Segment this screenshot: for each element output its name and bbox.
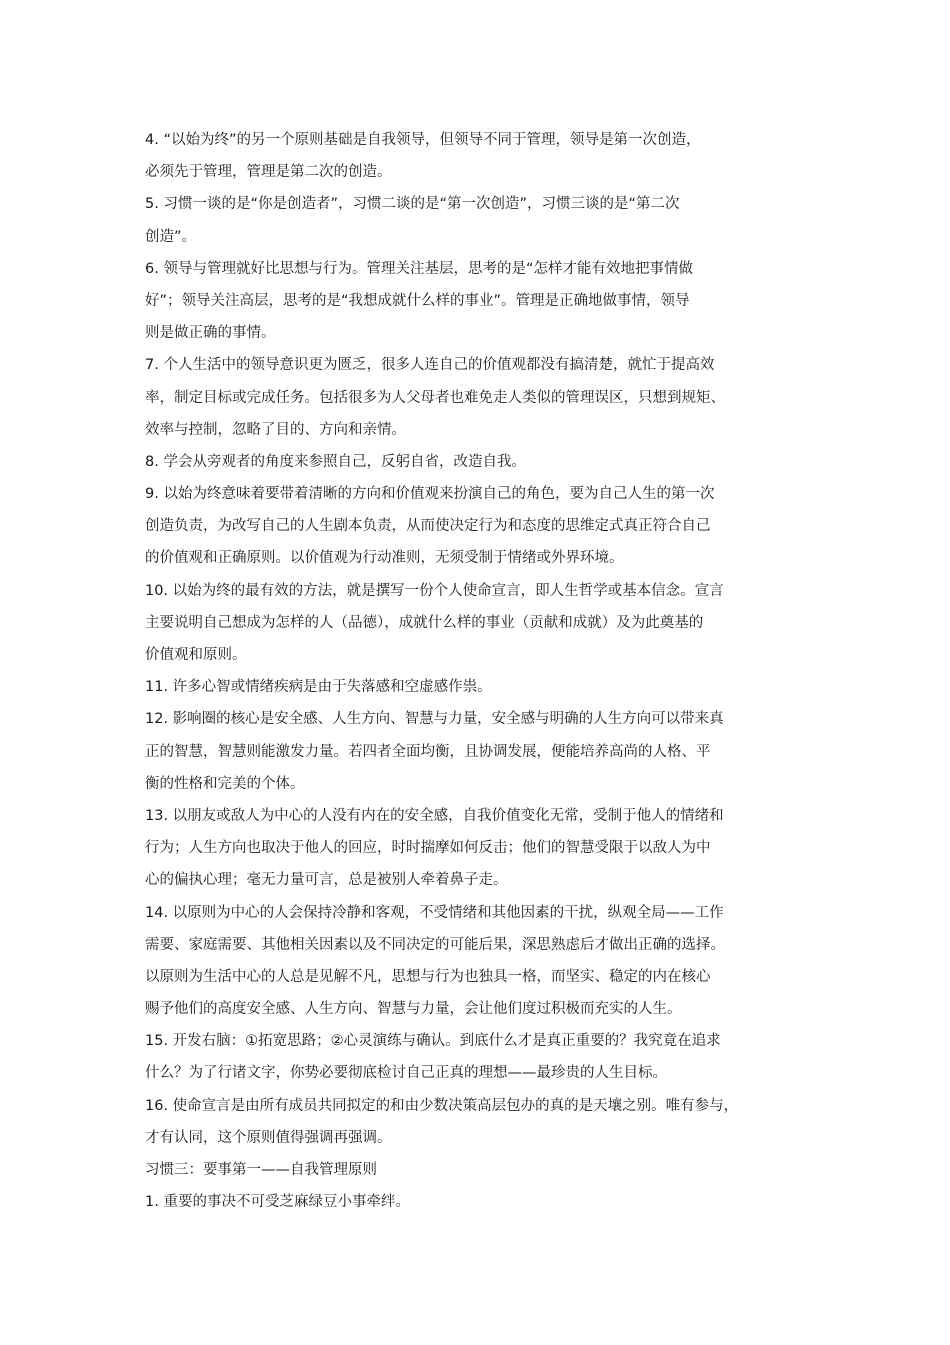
document-body bbox=[145, 124, 745, 1218]
text-line: 7. 个人生活中的领导意识更为匮乏，很多人连自己的价值观都没有搞清楚，就忙于提高效 bbox=[145, 357, 715, 374]
text-line: 才有认同，这个原则值得强调再强调。 bbox=[145, 1129, 392, 1146]
text-line: 8. 学会从旁观者的角度来参照自己，反躬自省，改造自我。 bbox=[145, 453, 526, 470]
text-line: 10. 以始为终的最有效的方法，就是撰写一份个人使命宣言，即人生哲学或基本信念。宣言 bbox=[145, 582, 724, 599]
text-line: 心的偏执心理；毫无力量可言，总是被别人牵着鼻子走。 bbox=[145, 872, 508, 889]
text-line: 4. “以始为终”的另一个原则基础是自我领导，但领导不同于管理，领导是第一次创造， bbox=[145, 132, 701, 148]
text-line: 11. 许多心智或情绪疾病是由于失落感和空虚感作祟。 bbox=[145, 679, 492, 696]
text-line: 好”；领导关注高层，思考的是“我想成就什么样的事业”。管理是正确地做事情，领导 bbox=[145, 292, 690, 309]
text-line: 率，制定目标或完成任务。包括很多为人父母者也难免走人类似的管理误区，只想到规矩、 bbox=[145, 389, 725, 406]
text-line: 正的智慧，智慧则能激发力量。若四者全面均衡，且协调发展，便能培养高尚的人格、平 bbox=[145, 743, 711, 760]
text-line: 5. 习惯一谈的是“你是创造者”，习惯二谈的是“第一次创造”，习惯三谈的是“第二次 bbox=[145, 196, 680, 213]
text-line: 效率与控制，忽略了目的、方向和亲情。 bbox=[145, 421, 406, 438]
text-line: 1. 重要的事决不可受芝麻绿豆小事牵绊。 bbox=[145, 1194, 410, 1211]
text-line: 必须先于管理，管理是第二次的创造。 bbox=[145, 164, 392, 181]
text-line: 12. 影响圈的核心是安全感、人生方向、智慧与力量，安全感与明确的人生方向可以带来真 bbox=[145, 711, 724, 728]
text-line: 衡的性格和完美的个体。 bbox=[145, 775, 305, 792]
text-line: 15. 开发右脑：①拓宽思路；②心灵演练与确认。到底什么才是真正重要的？我究竟在追求 bbox=[145, 1033, 721, 1050]
text-line: 6. 领导与管理就好比思想与行为。管理关注基层，思考的是“怎样才能有效地把事情做 bbox=[145, 260, 693, 277]
text-line: 9. 以始为终意味着要带着清晰的方向和价值观来扮演自己的角色，要为自己人生的第一次 bbox=[145, 486, 715, 503]
text-line: 13. 以朋友或敌人为中心的人没有内在的安全感，自我价值变化无常，受制于他人的情绪和 bbox=[145, 807, 724, 824]
text-line: 以原则为生活中心的人总是见解不凡，思想与行为也独具一格，而坚实、稳定的内在核心 bbox=[145, 968, 711, 985]
text-line: 需要、家庭需要、其他相关因素以及不同决定的可能后果，深思熟虑后才做出正确的选择。 bbox=[145, 936, 725, 953]
text-line: 则是做正确的事情。 bbox=[145, 325, 276, 342]
text-line: 创造”。 bbox=[145, 228, 197, 245]
text-line: 什么？为了行诸文字，你势必要彻底检讨自己正真的理想——最珍贵的人生目标。 bbox=[145, 1065, 667, 1082]
text-line: 16. 使命宣言是由所有成员共同拟定的和由少数决策高层包办的真的是天壤之别。唯有参与， bbox=[145, 1097, 739, 1114]
text-line: 的价值观和正确原则。以价值观为行动准则，无须受制于情绪或外界环境。 bbox=[145, 550, 624, 567]
text-line: 创造负责，为改写自己的人生剧本负责，从而使决定行为和态度的思维定式真正符合自己 bbox=[145, 518, 711, 535]
section-heading: 习惯三：要事第一——自我管理原则 bbox=[145, 1162, 377, 1178]
text-line: 主要说明自己想成为怎样的人（品德），成就什么样的事业（贡献和成就）及为此奠基的 bbox=[145, 614, 704, 631]
text-line: 行为；人生方向也取决于他人的回应，时时揣摩如何反击；他们的智慧受限于以敌人为中 bbox=[145, 840, 711, 857]
text-line: 赐予他们的高度安全感、人生方向、智慧与力量，会让他们度过积极而充实的人生。 bbox=[145, 1001, 682, 1018]
text-line: 14. 以原则为中心的人会保持冷静和客观，不受情绪和其他因素的干扰，纵观全局——工作 bbox=[145, 904, 724, 921]
text-line: 价值观和原则。 bbox=[145, 647, 247, 663]
